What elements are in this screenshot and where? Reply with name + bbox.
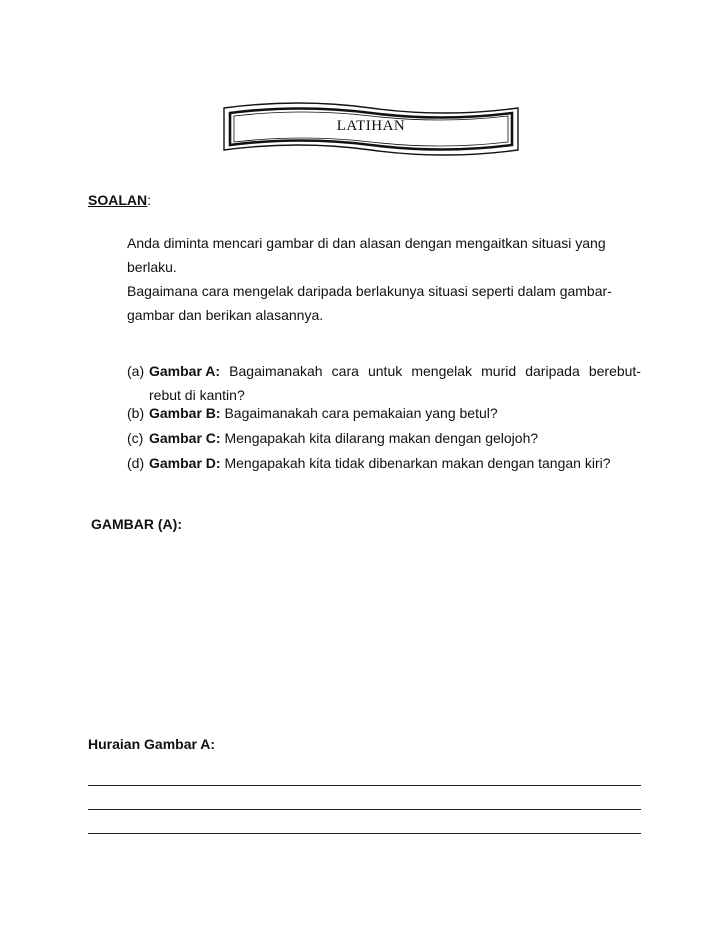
answer-line[interactable] — [88, 809, 641, 810]
question-a-word: mengelak — [411, 363, 473, 379]
intro-line-1: Anda diminta mencari gambar di dan alasan dengan mengaitkan situasi yang — [127, 235, 606, 251]
gambar-a-heading: GAMBAR (A): — [91, 516, 182, 532]
question-c — [127, 426, 641, 450]
question-b-gambar: Gambar B: — [149, 405, 221, 421]
question-b-text: Bagaimanakah cara pemakaian yang betul? — [224, 405, 498, 421]
answer-line[interactable] — [88, 785, 641, 786]
question-a-word: untuk — [367, 363, 403, 379]
question-a — [127, 359, 641, 407]
question-c-gambar: Gambar C: — [149, 430, 221, 446]
intro-line-2: berlaku. — [127, 259, 177, 275]
question-a-word: berebut- — [588, 363, 641, 379]
question-a-continuation: rebut di kantin? — [149, 387, 245, 403]
question-a-gambar: Gambar A: — [149, 363, 221, 379]
question-a-word: daripada — [525, 363, 580, 379]
answer-line[interactable] — [88, 833, 641, 834]
huraian-heading: Huraian Gambar A: — [88, 736, 216, 752]
question-d-label: (d) — [127, 455, 145, 471]
question-c-label: (c) — [127, 430, 144, 446]
intro-line-3: Bagaimana cara mengelak daripada berlakunya situasi seperti dalam gambar- — [127, 283, 612, 299]
soalan-label: SOALAN — [88, 192, 148, 208]
soalan-colon: : — [147, 192, 152, 208]
question-a-label: (a) — [127, 363, 145, 379]
latihan-banner — [218, 100, 524, 158]
soalan-heading — [88, 192, 151, 208]
question-a-word: Bagaimanakah — [229, 363, 323, 379]
question-d — [127, 451, 641, 475]
intro-line-4: gambar dan berikan alasannya. — [127, 307, 324, 323]
question-a-word: cara — [331, 363, 359, 379]
question-a-word: murid — [481, 363, 517, 379]
question-d-gambar: Gambar D: — [149, 455, 221, 471]
question-d-text: Mengapakah kita tidak dibenarkan makan dengan tangan kiri? — [224, 455, 611, 471]
banner-title: LATIHAN — [336, 118, 406, 134]
question-b — [127, 401, 641, 425]
question-c-text: Mengapakah kita dilarang makan dengan gelojoh? — [224, 430, 539, 446]
question-b-label: (b) — [127, 405, 145, 421]
